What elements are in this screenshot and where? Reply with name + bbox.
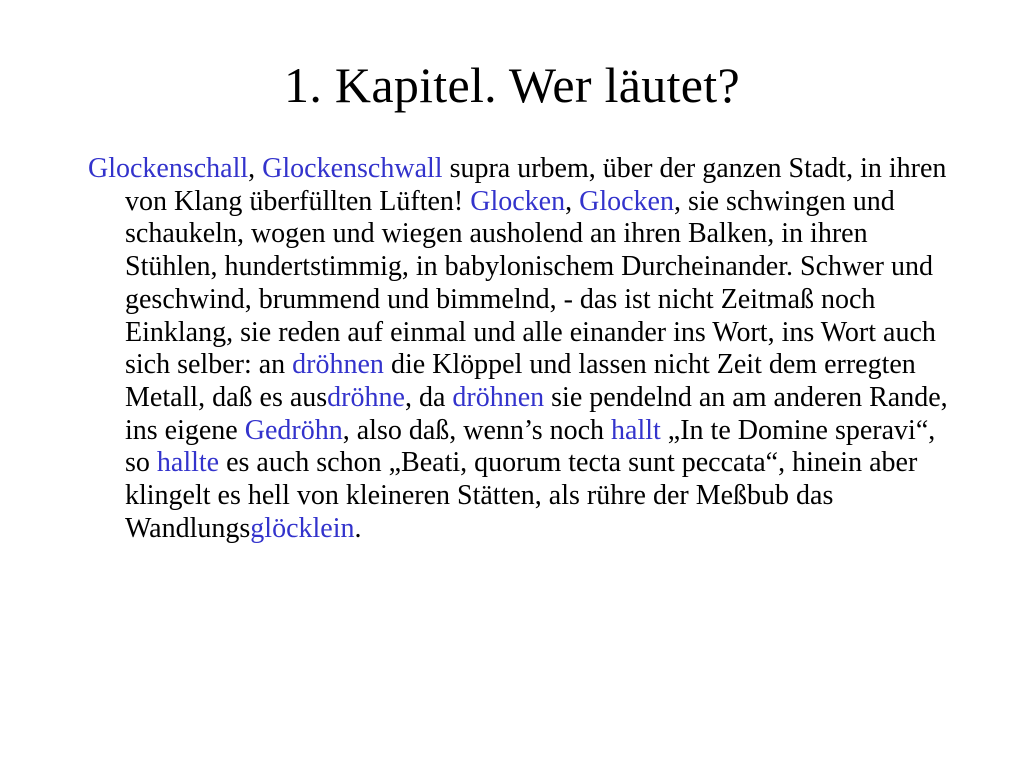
text-run: , (248, 153, 263, 184)
text-run: , also daß, wenn’s noch (342, 414, 612, 446)
text-run: sie pendelnd an am anderen Rande, ins eigene (125, 381, 948, 446)
highlighted-keyword: Glockenschwall (262, 153, 443, 184)
slide-paragraph (88, 153, 948, 545)
text-run: supra urbem, über der ganzen Stadt, in ihren von Klang überfüllten Lüften! (125, 153, 947, 217)
highlighted-keyword: hallte (156, 447, 220, 479)
highlighted-keyword: Glockenschall (88, 153, 249, 184)
highlighted-keyword: hallt (611, 414, 661, 446)
highlighted-keyword: Glocken (579, 185, 674, 217)
highlighted-keyword: glöcklein (250, 512, 355, 544)
text-run: „In te Domine speravi“, so (125, 414, 936, 479)
text-run: die Klöppel und lassen nicht Zeit dem erregten Metall, daß es aus (125, 349, 916, 413)
highlighted-keyword: dröhne (327, 381, 405, 413)
highlighted-keyword: dröhnen (452, 381, 545, 413)
highlighted-keyword: Gedröhn (244, 414, 343, 446)
text-run: . (354, 512, 362, 544)
text-run: , (565, 185, 580, 217)
highlighted-keyword: Glocken (470, 185, 566, 217)
slide-title: 1. Kapitel. Wer läutet? (284, 57, 740, 113)
highlighted-keyword: dröhnen (292, 349, 384, 381)
text-run: , da (404, 381, 453, 413)
text-run: , sie schwingen und schaukeln, wogen und wiegen ausholend an ihren Balken, in ihren Stühlen, hundertstimmig, in babylonischem Durcheinander. Schwer und geschwind, brummend und bimmelnd, - das ist nicht Zeitmaß noch Einklang, sie reden auf einmal und alle einander ins Wort, ins Wort auch sich selber: an (125, 185, 936, 381)
text-run: es auch schon „Beati, quorum tecta sunt peccata“, hinein aber klingelt es hell von kleineren Stätten, als rühre der Meßbub das Wandlungs (125, 447, 918, 544)
